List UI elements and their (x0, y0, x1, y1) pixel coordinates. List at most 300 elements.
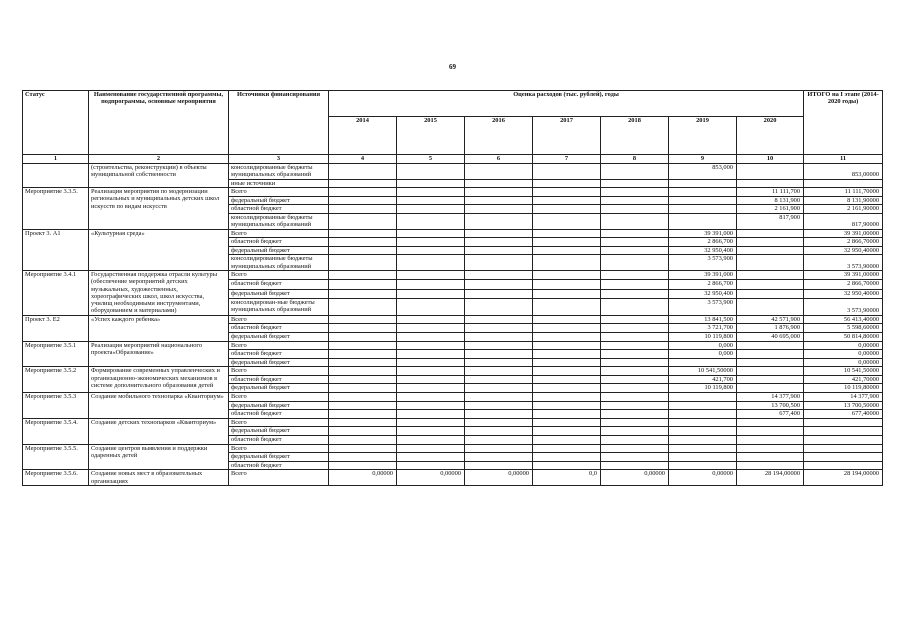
value-2017 (533, 358, 601, 367)
value-2015 (397, 229, 465, 238)
header-status: Статус (23, 91, 89, 155)
value-2019: 853,000 (669, 164, 737, 180)
value-2019: 10 541,50000 (669, 367, 737, 376)
column-numbers-row (23, 155, 883, 164)
value-2014 (329, 367, 397, 376)
header-source: Источники финансирования (229, 91, 329, 155)
value-2018 (601, 179, 669, 188)
value-2014 (329, 358, 397, 367)
value-2015 (397, 444, 465, 453)
column-number: 7 (533, 155, 601, 164)
value-2014 (329, 289, 397, 298)
value-2015 (397, 453, 465, 462)
value-2018 (601, 393, 669, 402)
row-name: (строительства, реконструкции) в объекты муниципальной собственности (89, 164, 229, 188)
row-status: Проект 3. Е2 (23, 315, 89, 341)
value-2017 (533, 444, 601, 453)
value-2020: 28 194,00000 (737, 470, 804, 486)
value-2018 (601, 196, 669, 205)
value-2020: 677,400 (737, 410, 804, 419)
value-total: 10 119,80000 (804, 384, 883, 393)
row-source: консолидированные бюджеты муниципальных образований (229, 164, 329, 180)
value-2019: 32 950,400 (669, 246, 737, 255)
value-total: 817,90000 (804, 213, 883, 229)
value-2018 (601, 418, 669, 427)
value-total: 13 700,50000 (804, 401, 883, 410)
row-source: федеральный бюджет (229, 332, 329, 341)
value-2015 (397, 341, 465, 350)
row-source: Всего (229, 315, 329, 324)
value-2020 (737, 238, 804, 247)
row-status: Мероприятие 3.5.5. (23, 444, 89, 470)
value-2020 (737, 461, 804, 470)
value-2018 (601, 461, 669, 470)
header-year: 2017 (533, 117, 601, 155)
value-2014 (329, 393, 397, 402)
row-source: федеральный бюджет (229, 401, 329, 410)
value-2019: 32 950,400 (669, 289, 737, 298)
row-name: Реализация мероприятия по модернизации региональных и муниципальных детских школ искусств по видам искусств (89, 188, 229, 229)
value-2016 (465, 358, 533, 367)
value-2020 (737, 375, 804, 384)
value-2020 (737, 280, 804, 289)
value-2016 (465, 213, 533, 229)
value-2016 (465, 375, 533, 384)
value-2015 (397, 436, 465, 445)
row-source: консолидированные бюджеты муниципальных образований (229, 255, 329, 271)
value-2020 (737, 229, 804, 238)
table-row (23, 470, 883, 486)
value-2017 (533, 393, 601, 402)
value-2019 (669, 393, 737, 402)
row-name: Реализация мероприятий национального проекта«Образование» (89, 341, 229, 367)
value-2016 (465, 188, 533, 197)
value-2017 (533, 461, 601, 470)
value-2016 (465, 196, 533, 205)
header-year: 2020 (737, 117, 804, 155)
value-total (804, 453, 883, 462)
value-2014 (329, 280, 397, 289)
row-source: областной бюджет (229, 410, 329, 419)
row-source: федеральный бюджет (229, 427, 329, 436)
value-2014: 0,00000 (329, 470, 397, 486)
header-year: 2019 (669, 117, 737, 155)
value-2017 (533, 315, 601, 324)
value-2015 (397, 315, 465, 324)
value-2020: 8 131,900 (737, 196, 804, 205)
value-total: 3 573,90000 (804, 298, 883, 315)
value-2020: 42 571,900 (737, 315, 804, 324)
column-number: 1 (23, 155, 89, 164)
row-name: Формирование современных управленческих и организационно-экономических механизмов в системе дополнительного образования детей (89, 367, 229, 393)
value-2014 (329, 401, 397, 410)
row-status: Мероприятие 3.3.5. (23, 188, 89, 229)
value-2015 (397, 375, 465, 384)
value-2020 (737, 418, 804, 427)
value-total (804, 179, 883, 188)
value-2014 (329, 270, 397, 279)
value-2015 (397, 427, 465, 436)
value-2018 (601, 298, 669, 315)
value-2020 (737, 179, 804, 188)
value-2016 (465, 384, 533, 393)
row-source: Всего (229, 444, 329, 453)
value-2014 (329, 213, 397, 229)
value-total: 421,70000 (804, 375, 883, 384)
value-2018 (601, 229, 669, 238)
row-name: Создание новых мест в образовательных организациях (89, 470, 229, 486)
value-2014 (329, 461, 397, 470)
row-source: Всего (229, 270, 329, 279)
row-source: федеральный бюджет (229, 358, 329, 367)
row-status: Мероприятие 3.4.1 (23, 270, 89, 315)
value-2018 (601, 427, 669, 436)
value-2019: 3 573,900 (669, 298, 737, 315)
value-2015 (397, 179, 465, 188)
value-2017 (533, 375, 601, 384)
value-2014 (329, 418, 397, 427)
value-2014 (329, 188, 397, 197)
value-2018 (601, 205, 669, 214)
row-name: «Культурная среда» (89, 229, 229, 270)
value-2019: 13 841,500 (669, 315, 737, 324)
value-2016 (465, 270, 533, 279)
value-2016 (465, 205, 533, 214)
header-year: 2018 (601, 117, 669, 155)
row-source: Всего (229, 341, 329, 350)
value-2015 (397, 196, 465, 205)
value-total: 50 814,80000 (804, 332, 883, 341)
row-status: Мероприятие 3.5.6. (23, 470, 89, 486)
value-2015 (397, 213, 465, 229)
value-2018 (601, 188, 669, 197)
header-estimate: Оценка расходов (тыс. рублей), годы (329, 91, 804, 117)
value-2018: 0,00000 (601, 470, 669, 486)
value-2015 (397, 238, 465, 247)
value-2017 (533, 367, 601, 376)
value-2017 (533, 255, 601, 271)
value-2014 (329, 427, 397, 436)
value-2014 (329, 453, 397, 462)
row-source: областной бюджет (229, 205, 329, 214)
value-2019 (669, 213, 737, 229)
row-source: федеральный бюджет (229, 384, 329, 393)
value-total (804, 461, 883, 470)
value-2014 (329, 375, 397, 384)
value-2019: 39 391,000 (669, 229, 737, 238)
value-2014 (329, 179, 397, 188)
value-total: 39 391,00000 (804, 270, 883, 279)
value-2016 (465, 444, 533, 453)
value-2014 (329, 436, 397, 445)
value-2020: 1 876,900 (737, 324, 804, 333)
value-total: 32 950,40000 (804, 289, 883, 298)
value-2015 (397, 410, 465, 419)
value-2014 (329, 315, 397, 324)
value-2014 (329, 350, 397, 359)
value-2015 (397, 332, 465, 341)
row-source: Всего (229, 229, 329, 238)
value-2017 (533, 280, 601, 289)
row-status: Мероприятие 3.5.3 (23, 393, 89, 419)
value-total: 3 573,90000 (804, 255, 883, 271)
value-2015 (397, 367, 465, 376)
header-total: ИТОГО на I этапе (2014-2020 годы) (804, 91, 883, 155)
value-2016 (465, 427, 533, 436)
value-2018 (601, 401, 669, 410)
value-2018 (601, 270, 669, 279)
header-year: 2014 (329, 117, 397, 155)
value-2016 (465, 367, 533, 376)
value-total: 2 161,90000 (804, 205, 883, 214)
value-2016 (465, 341, 533, 350)
row-source: областной бюджет (229, 350, 329, 359)
value-2017 (533, 246, 601, 255)
value-2018 (601, 358, 669, 367)
value-2020 (737, 164, 804, 180)
value-total: 2 866,70000 (804, 280, 883, 289)
value-2015 (397, 384, 465, 393)
value-2015 (397, 164, 465, 180)
value-2019 (669, 418, 737, 427)
column-number: 11 (804, 155, 883, 164)
value-total: 28 194,00000 (804, 470, 883, 486)
value-2015 (397, 289, 465, 298)
value-2017 (533, 179, 601, 188)
value-2014 (329, 164, 397, 180)
value-2014 (329, 196, 397, 205)
value-2017 (533, 205, 601, 214)
value-2015 (397, 298, 465, 315)
value-2014 (329, 255, 397, 271)
value-total: 5 598,60000 (804, 324, 883, 333)
value-2017 (533, 196, 601, 205)
value-2019 (669, 196, 737, 205)
value-2014 (329, 384, 397, 393)
value-total: 39 391,00000 (804, 229, 883, 238)
value-2017 (533, 427, 601, 436)
column-number: 8 (601, 155, 669, 164)
expenses-table (22, 90, 883, 486)
value-2017 (533, 270, 601, 279)
value-total (804, 418, 883, 427)
value-2016 (465, 315, 533, 324)
table-row (23, 164, 883, 180)
table-row (23, 229, 883, 238)
row-source: консолидирован-ные бюджеты муниципальных образований (229, 298, 329, 315)
value-2020: 13 700,500 (737, 401, 804, 410)
row-status: Мероприятие 3.5.1 (23, 341, 89, 367)
value-2014 (329, 332, 397, 341)
row-source: Всего (229, 393, 329, 402)
value-2016 (465, 229, 533, 238)
value-2016 (465, 289, 533, 298)
value-2019 (669, 205, 737, 214)
value-2014 (329, 410, 397, 419)
value-2015 (397, 205, 465, 214)
value-2017 (533, 350, 601, 359)
row-source: областной бюджет (229, 238, 329, 247)
value-total: 0,00000 (804, 341, 883, 350)
value-2018 (601, 280, 669, 289)
column-number: 3 (229, 155, 329, 164)
value-2018 (601, 289, 669, 298)
value-2020 (737, 367, 804, 376)
value-2019 (669, 427, 737, 436)
value-2014 (329, 229, 397, 238)
value-total: 2 866,70000 (804, 238, 883, 247)
value-2016 (465, 164, 533, 180)
value-2020 (737, 436, 804, 445)
value-2017 (533, 324, 601, 333)
table-row (23, 393, 883, 402)
row-source: Всего (229, 367, 329, 376)
value-2018 (601, 350, 669, 359)
value-2015 (397, 393, 465, 402)
value-2018 (601, 444, 669, 453)
value-2019 (669, 436, 737, 445)
value-2019 (669, 461, 737, 470)
value-2017 (533, 341, 601, 350)
value-2019: 10 119,800 (669, 332, 737, 341)
value-2015 (397, 324, 465, 333)
value-total: 677,40000 (804, 410, 883, 419)
value-total (804, 436, 883, 445)
row-status: Мероприятие 3.5.4. (23, 418, 89, 444)
row-name: Создание центров выявления и поддержки одаренных детей (89, 444, 229, 470)
value-2017 (533, 229, 601, 238)
value-2015 (397, 358, 465, 367)
page-number: 69 (449, 63, 456, 71)
value-2018 (601, 384, 669, 393)
value-2020 (737, 298, 804, 315)
value-2015 (397, 255, 465, 271)
column-number: 9 (669, 155, 737, 164)
value-total: 56 413,40000 (804, 315, 883, 324)
row-source: областной бюджет (229, 461, 329, 470)
value-2017 (533, 410, 601, 419)
value-2020: 2 161,900 (737, 205, 804, 214)
table-row (23, 367, 883, 376)
value-2018 (601, 164, 669, 180)
value-2020 (737, 255, 804, 271)
value-2017 (533, 298, 601, 315)
value-2020: 11 111,700 (737, 188, 804, 197)
value-2019: 2 866,700 (669, 280, 737, 289)
table-row (23, 270, 883, 279)
column-number: 2 (89, 155, 229, 164)
value-total: 0,00000 (804, 350, 883, 359)
row-source: федеральный бюджет (229, 289, 329, 298)
value-2018 (601, 246, 669, 255)
value-2018 (601, 436, 669, 445)
value-total: 32 950,40000 (804, 246, 883, 255)
value-2020 (737, 384, 804, 393)
value-2019 (669, 401, 737, 410)
value-2017 (533, 401, 601, 410)
row-source: Всего (229, 188, 329, 197)
value-2018 (601, 375, 669, 384)
row-status: Проект 3. А1 (23, 229, 89, 270)
value-2016 (465, 393, 533, 402)
value-2019 (669, 444, 737, 453)
row-source: федеральный бюджет (229, 246, 329, 255)
value-2017: 0,0 (533, 470, 601, 486)
row-source: областной бюджет (229, 375, 329, 384)
column-number: 10 (737, 155, 804, 164)
value-2019: 3 573,900 (669, 255, 737, 271)
value-2014 (329, 246, 397, 255)
value-2020 (737, 270, 804, 279)
value-2020 (737, 289, 804, 298)
value-2020 (737, 341, 804, 350)
value-2017 (533, 418, 601, 427)
header-year: 2016 (465, 117, 533, 155)
table-row (23, 444, 883, 453)
header-name: Наименование государственной программы, подпрограммы, основные мероприятия (89, 91, 229, 155)
value-2020 (737, 350, 804, 359)
value-2015 (397, 246, 465, 255)
value-2017 (533, 436, 601, 445)
column-number: 4 (329, 155, 397, 164)
value-2016 (465, 453, 533, 462)
row-name: Государственная поддержка отрасли культуры (обеспечение мероприятий детских музыкальных, художественных, хореографических школ, школ искусства, училищ необходимыми инструментами, оборудованием и материалами) (89, 270, 229, 315)
value-2017 (533, 213, 601, 229)
value-total (804, 427, 883, 436)
value-2016 (465, 298, 533, 315)
value-2014 (329, 298, 397, 315)
row-status: Мероприятие 3.5.2 (23, 367, 89, 393)
value-2018 (601, 213, 669, 229)
row-source: федеральный бюджет (229, 453, 329, 462)
value-2018 (601, 341, 669, 350)
value-2019: 10 119,800 (669, 384, 737, 393)
value-2018 (601, 315, 669, 324)
value-2016 (465, 179, 533, 188)
value-2017 (533, 453, 601, 462)
value-2019: 0,000 (669, 341, 737, 350)
value-2020 (737, 427, 804, 436)
value-2019 (669, 410, 737, 419)
value-2020: 40 695,000 (737, 332, 804, 341)
value-2016 (465, 418, 533, 427)
value-2018 (601, 367, 669, 376)
value-2018 (601, 238, 669, 247)
table-row (23, 315, 883, 324)
value-2019: 39 391,000 (669, 270, 737, 279)
value-total: 8 131,90000 (804, 196, 883, 205)
table-body (23, 164, 883, 486)
value-2016 (465, 238, 533, 247)
value-2019 (669, 358, 737, 367)
row-name: «Успех каждого ребенка» (89, 315, 229, 341)
row-source: консолидированные бюджеты муниципальных образований (229, 213, 329, 229)
value-2016 (465, 350, 533, 359)
value-2015 (397, 350, 465, 359)
row-source: федеральный бюджет (229, 196, 329, 205)
row-source: областной бюджет (229, 280, 329, 289)
row-name: Создание детских технопарков «Кванториум» (89, 418, 229, 444)
value-total: 14 377,900 (804, 393, 883, 402)
value-2015 (397, 461, 465, 470)
row-source: иные источники (229, 179, 329, 188)
value-2019: 0,00000 (669, 470, 737, 486)
value-2018 (601, 453, 669, 462)
value-2014 (329, 444, 397, 453)
value-2016 (465, 436, 533, 445)
value-total: 10 541,50000 (804, 367, 883, 376)
row-name: Создание мобильного технопарка «Кванториум» (89, 393, 229, 419)
